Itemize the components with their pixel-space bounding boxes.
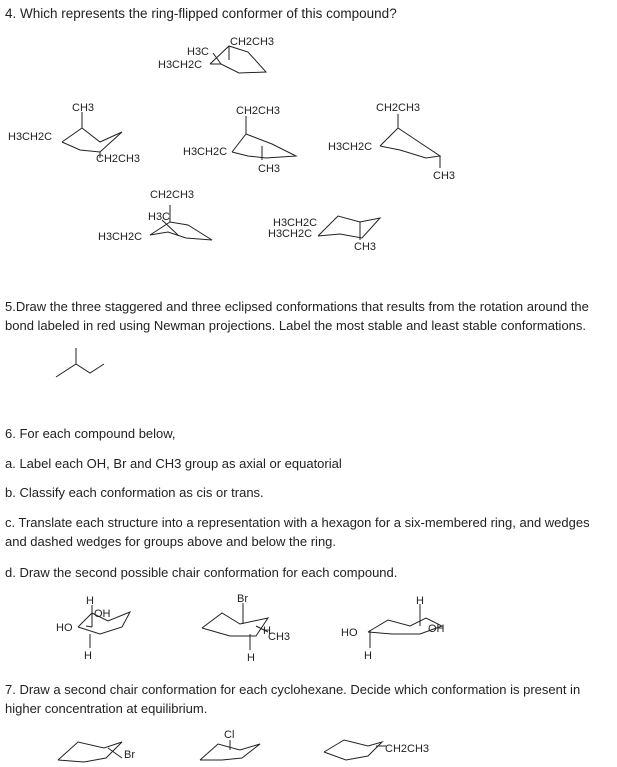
question-5: 5.Draw the three staggered and three eclipsed conformations that results from the rotation around the bond labeled in red using Newman projections. Label the most stable and least stable conformations. — [5, 299, 589, 333]
choice-b-ch3-label: CH3 — [258, 163, 281, 175]
compound-2-h-label: H — [263, 625, 271, 637]
q4-choice-d — [98, 189, 212, 243]
q4-choice-c — [328, 102, 455, 182]
choice-e-h3ch2c-label: H3CH2C — [273, 217, 318, 229]
question-6: 6. For each compound below, — [5, 426, 176, 441]
choice-a-ch2ch3-label: CH2CH3 — [96, 153, 141, 165]
choice-a-h3ch2c-label: H3CH2C — [8, 131, 53, 143]
q4-choice-a — [8, 102, 140, 165]
q4-h3ch2c-label: H3CH2C — [158, 59, 203, 71]
q4-main-structure — [158, 36, 274, 73]
choice-a-ch3-label: CH3 — [72, 102, 95, 114]
choice-c-ch3-label: CH3 — [433, 170, 456, 182]
q4-ch2ch3-label: CH2CH3 — [230, 36, 275, 48]
question-6d: d. Draw the second possible chair conformation for each compound. — [5, 565, 398, 580]
q7-compound-1 — [58, 742, 135, 762]
choice-d-h3ch2c-label: H3CH2C — [98, 231, 143, 243]
choice-d-ch2ch3-label: CH2CH3 — [150, 189, 195, 201]
question-6c: c. Translate each structure into a representation with a hexagon for a six-membered ring, and wedges and dashed wedges for groups above and below the ring. — [5, 515, 590, 549]
compound-1-ho-label: HO — [56, 622, 73, 634]
q6-compound-1 — [56, 595, 130, 662]
compound-3-h-top: H — [416, 595, 424, 607]
question-6b: b. Classify each conformation as cis or trans. — [5, 485, 264, 500]
question-4: 4. Which represents the ring-flipped conformer of this compound? — [5, 6, 397, 21]
choice-c-h3ch2c-label: H3CH2C — [328, 141, 373, 153]
compound-1-h-bottom: H — [84, 650, 92, 662]
compound-3-oh-label: OH — [428, 623, 445, 635]
compound-2-ch3-label: CH3 — [268, 631, 291, 643]
choice-e-h3ch2c-label-2: H3CH2C — [268, 228, 313, 240]
choice-c-ch2ch3-label: CH2CH3 — [376, 102, 421, 114]
q6-compound-2 — [202, 593, 290, 664]
question-6a: a. Label each OH, Br and CH3 group as axial or equatorial — [5, 456, 342, 471]
compound-1-oh-label: OH — [94, 608, 111, 620]
q4-choice-e — [268, 216, 380, 253]
q5-bond-line-structure — [56, 348, 104, 377]
q7-compound-2-cl-label: Cl — [224, 729, 235, 741]
compound-2-br-label: Br — [237, 593, 248, 605]
q7-compound-1-br-label: Br — [124, 749, 135, 761]
q7-compound-3-ch2ch3-label: CH2CH3 — [385, 743, 430, 755]
choice-e-ch3-label: CH3 — [354, 241, 377, 253]
q4-h3c-label: H3C — [187, 46, 210, 58]
choice-b-h3ch2c-label: H3CH2C — [183, 146, 228, 158]
compound-3-ho-label: HO — [341, 627, 358, 639]
compound-1-h-top: H — [86, 595, 94, 607]
choice-b-ch2ch3-label: CH2CH3 — [236, 105, 281, 117]
q7-compound-3 — [324, 740, 429, 760]
q7-compound-2 — [200, 729, 260, 760]
q6-compound-3 — [341, 595, 445, 662]
question-7: 7. Draw a second chair conformation for each cyclohexane. Decide which conformation is present in higher concentration at equilibrium. — [5, 682, 581, 716]
choice-d-h3c-label: H3C — [148, 211, 171, 223]
q4-choice-b — [183, 105, 296, 175]
compound-2-h-bottom: H — [247, 652, 255, 664]
compound-3-h-bottom: H — [364, 650, 372, 662]
